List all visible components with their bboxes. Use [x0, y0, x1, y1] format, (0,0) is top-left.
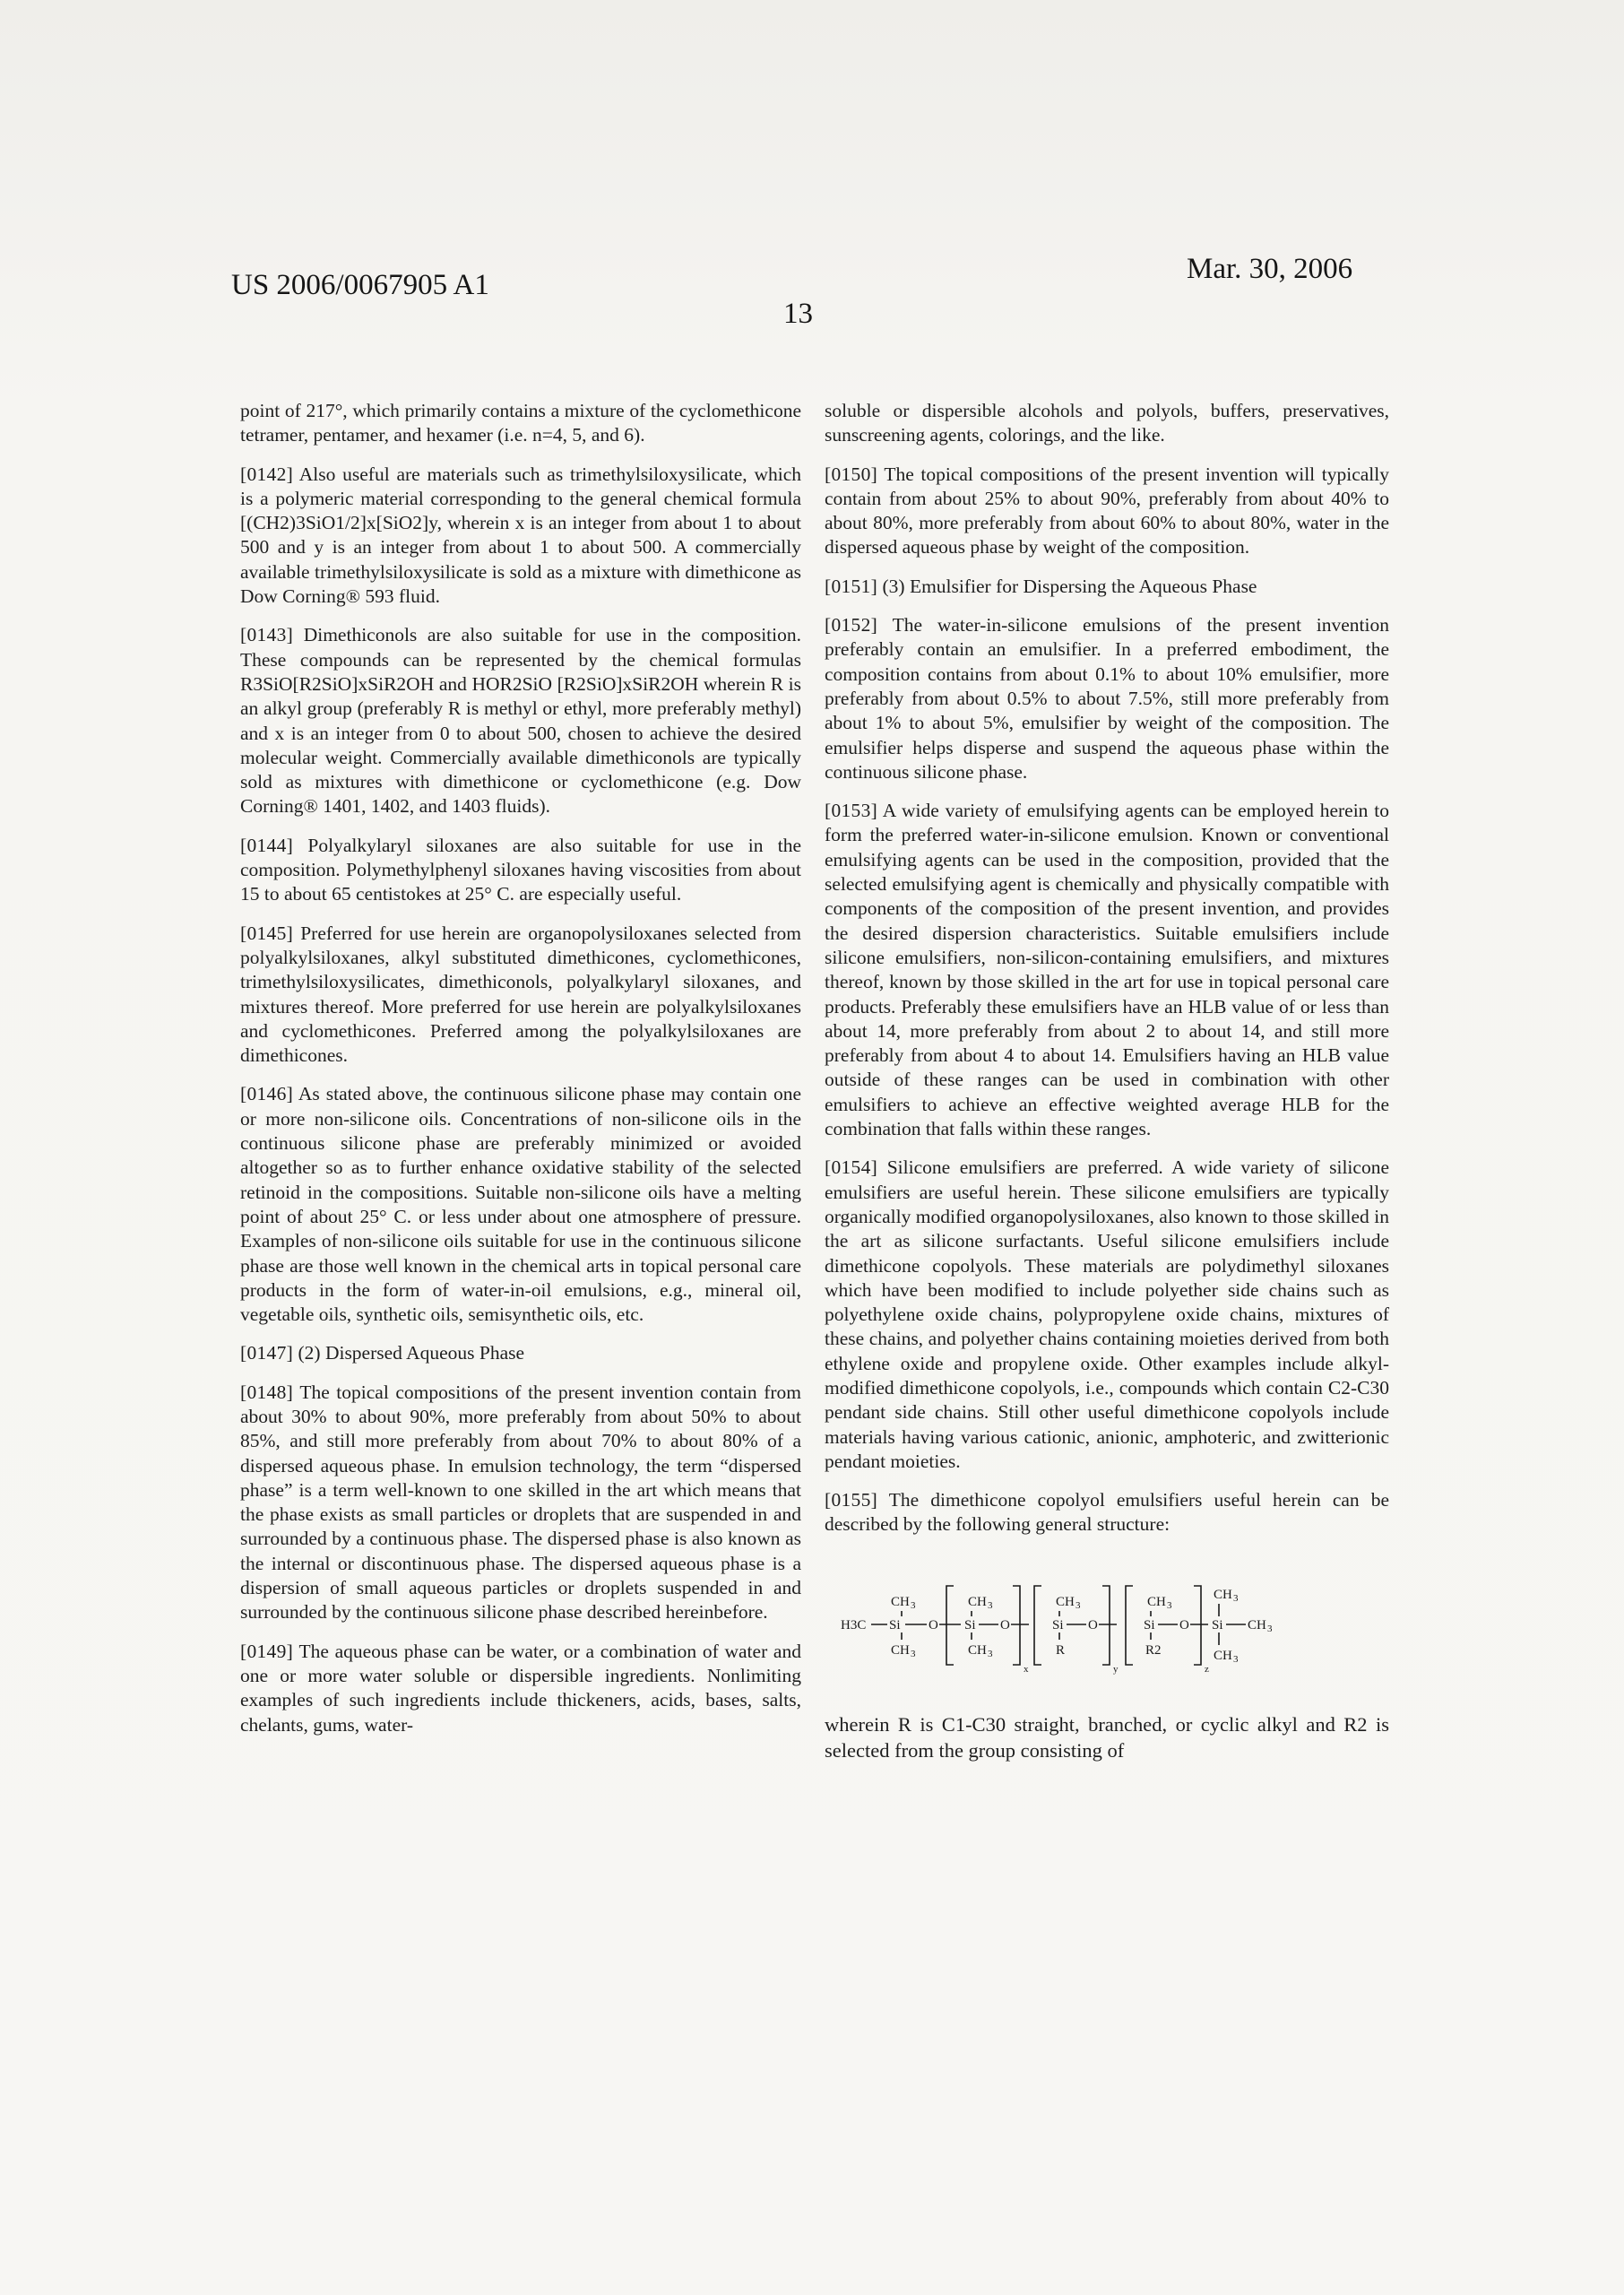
paragraph-number: [0148] [240, 1381, 294, 1403]
paragraph-0146 [240, 1082, 801, 1327]
paragraph-number: [0152] [825, 614, 878, 637]
si-atom-label: Si [964, 1617, 976, 1632]
paragraph-text: The aqueous phase can be water, or a combination of water and one or more water soluble or dispersible ingredients. Nonlimiting examples of such ingredients include thickeners, acids, bases, salts, chelants, gums, water- [240, 1640, 801, 1736]
publication-date: Mar. 30, 2006 [1187, 253, 1353, 285]
paragraph-0155 [825, 1488, 1389, 1537]
paragraph-text: As stated above, the continuous silicone phase may contain one or more non-silicone oils. Concentrations of non-silicone oils in the continuous silicone phase are preferably minimized or avoided altogether so as to further enhance oxidative stability of the selected retinoid in the compositions. Suitable non-silicone oils have a melting point of about 25° C. or less under about one atmosphere of pressure. Examples of non-silicone oils suitable for use in the continuous silicone phase are those well known in the chemical arts in topical personal care products in the form of water-in-oil emulsions, e.g., mineral oil, vegetable oils, synthetic oils, semisynthetic oils, etc. [240, 1083, 801, 1326]
paragraph-number: [0144] [240, 834, 294, 856]
bracket-left [1034, 1586, 1041, 1665]
repeat-index-z: z [1205, 1663, 1209, 1675]
oxygen-atom-label: O [1088, 1617, 1098, 1632]
paragraph-number: [0146] [240, 1083, 294, 1105]
methyl-subscript: 3 [988, 1648, 993, 1659]
section-heading: (3) Emulsifier for Dispersing the Aqueous Phase [882, 575, 1257, 597]
paragraph-0144 [240, 834, 801, 907]
r-group-label: R [1056, 1642, 1066, 1658]
bracket-right [1013, 1586, 1020, 1665]
paragraph-0143 [240, 623, 801, 818]
methyl-subscript: 3 [988, 1599, 993, 1611]
paragraph-text: Also useful are materials such as trimethylsiloxysilicate, which is a polymeric material corresponding to the general chemical formula [(CH2)3SiO1/2]x[SiO2]y, wherein x is an integer from about 1 to about 500 and y is an integer from about 1 to about 500. A commercially available trimethylsiloxysilicate is sold as a mixture with dimethicone as Dow Corning® 593 fluid. [240, 463, 801, 608]
si-atom-label: Si [1052, 1617, 1064, 1632]
paragraph-0150 [825, 463, 1389, 560]
paragraph-number: [0150] [825, 463, 878, 485]
paragraph-text: The topical compositions of the present invention will typically contain from about 25% to about 90%, preferably from about 40% to about 80%, more preferably from about 60% to about 80%, water in the dispersed aqueous phase by weight of the composition. [825, 463, 1389, 559]
paragraph-text: The water-in-silicone emulsions of the present invention preferably contain an emulsifier. In a preferred embodiment, the composition contains from about 0.1% to about 10% emulsifier, more preferably from about 0.5% to about 7.5%, still more preferably from about 1% to about 5%, emulsifier by weight of the composition. The emulsifier helps disperse and suspend the aqueous phase within the continuous silicone phase. [825, 614, 1389, 783]
left-column [240, 399, 801, 1752]
dimethicone-copolyol-structure [837, 1559, 1375, 1684]
repeat-index-y: y [1113, 1663, 1119, 1675]
paragraph-0145 [240, 922, 801, 1069]
si-atom-label: Si [1212, 1617, 1223, 1632]
r2-group-label: R2 [1145, 1642, 1162, 1658]
paragraph-0153 [825, 799, 1389, 1141]
methyl-subscript: 3 [1233, 1592, 1239, 1604]
paragraph-number: [0154] [825, 1156, 878, 1179]
right-column [825, 399, 1389, 1778]
paragraph-text: The topical compositions of the present invention contain from about 30% to about 90%, more preferably from about 50% to about 85%, and still more preferably from about 70% to about 80% of a dispersed aqueous phase. In emulsion technology, the term “dispersed phase” is a term well-known to one skilled in the art which means that the phase exists as small particles or droplets that are suspended in and surrounded by a continuous phase. The dispersed phase is also known as the internal or discontinuous phase. The dispersed aqueous phase is a dispersion of small aqueous particles or droplets suspended in and surrounded by the continuous silicone phase described hereinbefore. [240, 1381, 801, 1624]
methyl-label: CH [891, 1642, 910, 1658]
methyl-label: CH [1214, 1648, 1232, 1663]
methyl-subscript: 3 [1167, 1599, 1172, 1611]
paragraph-text: Preferred for use herein are organopolysiloxanes selected from polyalkylsiloxanes, alkyl substituted dimethicones, cyclomethicones, trimethylsiloxysilicates, dimethiconols, polyalkylaryl siloxanes, and mixtures thereof. More preferred for use herein are polyalkylsiloxanes and cyclomethicones. Preferred among the polyalkylsiloxanes are dimethicones. [240, 922, 801, 1067]
bracket-left [1126, 1586, 1133, 1665]
methyl-label: CH [1147, 1594, 1166, 1609]
oxygen-atom-label: O [1179, 1617, 1189, 1632]
repeat-index-x: x [1024, 1663, 1029, 1675]
bracket-right [1102, 1586, 1110, 1665]
si-atom-label: Si [1144, 1617, 1155, 1632]
paragraph-0152 [825, 613, 1389, 784]
paragraph-text: A wide variety of emulsifying agents can be employed herein to form the preferred water-in-silicone emulsion. Known or conventional emulsifying agents can be used in the composition, provided that the selected emulsifying agent is chemically and physically compatible with components of the composition of the present invention, and provides the desired dispersion characteristics. Suitable emulsifiers include silicone emulsifiers, non-silicon-containing emulsifiers, and mixtures thereof, known by those skilled in the art for use in topical personal care products. Preferably these emulsifiers have an HLB value of or less than about 14, more preferably from about 2 to about 14, and still more preferably from about 4 to about 14. Emulsifiers having an HLB value outside of these ranges can be used in combination with other emulsifiers to achieve an effective weighted average HLB for the combination that falls within these ranges. [825, 800, 1389, 1140]
methyl-label: CH [1248, 1617, 1266, 1632]
oxygen-atom-label: O [1000, 1617, 1010, 1632]
paragraph-0149 [240, 1640, 801, 1737]
patent-number: US 2006/0067905 A1 [231, 269, 489, 301]
bracket-right [1194, 1586, 1201, 1665]
methyl-subscript: 3 [911, 1648, 916, 1659]
paragraph-number: [0149] [240, 1640, 294, 1662]
paragraph-number: [0142] [240, 463, 294, 485]
methyl-label: CH [891, 1594, 910, 1609]
methyl-label: CH [968, 1594, 987, 1609]
paragraph-number: [0145] [240, 922, 294, 944]
methyl-label: CH [1056, 1594, 1075, 1609]
paragraph-text: Silicone emulsifiers are preferred. A wide variety of silicone emulsifiers are useful herein. These silicone emulsifiers are typically organically modified organopolysiloxanes, also known to those skilled in the art as silicone surfactants. Useful silicone emulsifiers include dimethicone copolyols. These materials are polydimethyl siloxanes which have been modified to include polyether side chains such as polyethylene oxide chains, polypropylene oxide chains, mixtures of these chains, and polyether chains containing moieties derived from both ethylene oxide and propylene oxide. Other examples include alkyl-modified dimethicone copolyols, i.e., compounds which contain C2-C30 pendant side chains. Still other useful dimethicone copolyols include materials having various cationic, anionic, amphoteric, and zwitterionic pendant moieties. [825, 1156, 1389, 1472]
paragraph-0151-heading [825, 575, 1389, 599]
paragraph-number: [0155] [825, 1489, 878, 1511]
si-atom-label: Si [889, 1617, 901, 1632]
h3c-group-label: H3C [841, 1617, 867, 1632]
paragraph-0148 [240, 1381, 801, 1625]
methyl-label: CH [1214, 1587, 1232, 1602]
right-intro-text: soluble or dispersible alcohols and polyols, buffers, preservatives, sunscreening agents, colorings, and the like. [825, 400, 1389, 446]
paragraph-text: Polyalkylaryl siloxanes are also suitable for use in the composition. Polymethylphenyl siloxanes having viscosities from about 15 to about 65 centistokes at 25° C. are especially useful. [240, 834, 801, 905]
section-heading: (2) Dispersed Aqueous Phase [298, 1342, 525, 1364]
chemical-structure-diagram [837, 1559, 1375, 1684]
methyl-subscript: 3 [1267, 1623, 1273, 1634]
paragraph-0147-heading [240, 1341, 801, 1365]
paragraph-0154 [825, 1156, 1389, 1474]
page-number: 13 [783, 298, 813, 330]
closing-text: wherein R is C1-C30 straight, branched, or cyclic alkyl and R2 is selected from the group consisting of [825, 1712, 1389, 1762]
paragraph-0142 [240, 463, 801, 610]
methyl-label: CH [968, 1642, 987, 1658]
methyl-subscript: 3 [911, 1599, 916, 1611]
paragraph-text: The dimethicone copolyol emulsifiers useful herein can be described by the following general structure: [825, 1489, 1389, 1536]
paragraph-number: [0143] [240, 624, 294, 646]
paragraph-text: Dimethiconols are also suitable for use in the composition. These compounds can be represented by the chemical formulas R3SiO[R2SiO]xSiR2OH and HOR2SiO [R2SiO]xSiR2OH wherein R is an alkyl group (preferably R is methyl or ethyl, more preferably methyl) and x is an integer from 0 to about 500, chosen to achieve the desired molecular weight. Commercially available dimethiconols are typically sold as mixtures with dimethicone or cyclomethicone (e.g. Dow Corning® 1401, 1402, and 1403 fluids). [240, 624, 802, 818]
bracket-left [946, 1586, 954, 1665]
oxygen-atom-label: O [929, 1617, 938, 1632]
left-intro-text: point of 217°, which primarily contains a mixture of the cyclomethicone tetramer, pentamer, and hexamer (i.e. n=4, 5, and 6). [240, 400, 801, 446]
methyl-subscript: 3 [1075, 1599, 1081, 1611]
methyl-subscript: 3 [1233, 1653, 1239, 1665]
paragraph-number: [0153] [825, 800, 878, 822]
paragraph-number: [0147] [240, 1342, 294, 1364]
paragraph-number: [0151] [825, 575, 878, 597]
